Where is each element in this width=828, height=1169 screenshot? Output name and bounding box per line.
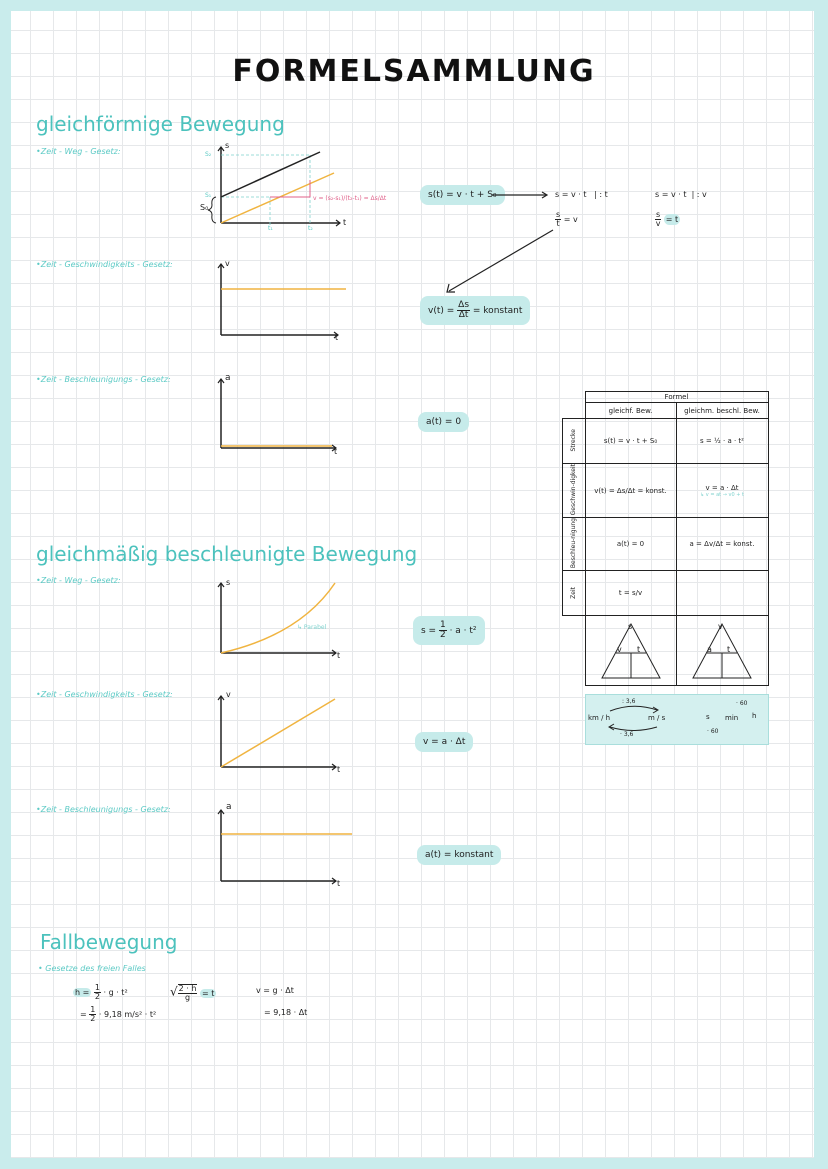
formula-t-fall: √ $\frac{2 \cdot h}{g}$ = t bbox=[170, 984, 215, 1002]
rearrange-eq-2: s = v · t | : v bbox=[655, 190, 707, 199]
law-time-distance: •Zeit - Weg - Gesetz: bbox=[36, 576, 121, 585]
axis-label-v: v bbox=[226, 690, 231, 699]
axis-label-a: a bbox=[225, 373, 231, 383]
tri1-top: s bbox=[628, 622, 633, 631]
tri2-top: v bbox=[718, 622, 723, 631]
unit-ms: m / s bbox=[648, 714, 666, 722]
formula-h-numeric: = $\frac{1}{2}$ · 9,18 m/s² · t² bbox=[80, 1005, 157, 1023]
tri2-left: a bbox=[707, 645, 712, 654]
law-time-acceleration: •Zeit - Beschleunigungs - Gesetz: bbox=[36, 805, 171, 814]
label-mul-60-top: · 60 bbox=[736, 700, 748, 707]
formula-v-fall-numeric: = 9,18 · Δt bbox=[264, 1008, 308, 1017]
arrow-diagonal bbox=[445, 229, 555, 294]
axis-label-a: a bbox=[226, 802, 232, 812]
label-s2: S₂ bbox=[205, 151, 212, 158]
label-s1: S₁ bbox=[205, 192, 212, 199]
heading-fall-motion: Fallbewegung bbox=[40, 930, 178, 954]
rearrange-result-1: $\frac{s}{t}$ = v bbox=[556, 210, 578, 228]
label-mul-36: · 3,6 bbox=[620, 731, 634, 738]
formula-table bbox=[562, 391, 769, 686]
rearrange-result-2: $\frac{s}{v}$ = t bbox=[655, 210, 679, 228]
law-time-distance: •Zeit - Weg - Gesetz: bbox=[36, 147, 121, 156]
tri1-right: t bbox=[637, 645, 641, 654]
label-t2: t₂ bbox=[308, 225, 313, 232]
table-header: Formel bbox=[585, 392, 768, 403]
formula-s-accel: s = $\frac{1}{2}$ · a · t² bbox=[413, 616, 485, 645]
tri1-left: v bbox=[617, 645, 622, 654]
formula-s-t: s(t) = v · t + S₀ bbox=[420, 185, 505, 205]
formula-v-fall: v = g · Δt bbox=[256, 986, 294, 995]
axis-label-t: t bbox=[337, 879, 341, 888]
graph-accel-s-t bbox=[200, 580, 360, 665]
parabel-annotation: ↳ Parabel bbox=[297, 624, 327, 631]
graph-accel-a-t bbox=[200, 806, 360, 891]
formula-v-t: v(t) = $\frac{\Delta s}{\Delta t}$ = konstant bbox=[420, 296, 530, 325]
table-row: Zeit t = s/v bbox=[563, 571, 769, 616]
graph-accel-v-t bbox=[200, 692, 360, 777]
unit-kmh: km / h bbox=[588, 714, 611, 722]
table-row: Beschleu-nigung a(t) = 0 a = Δv/Δt = konst. bbox=[563, 518, 769, 571]
law-time-velocity: •Zeit - Geschwindigkeits - Gesetz: bbox=[36, 260, 173, 269]
heading-uniform-motion: gleichförmige Bewegung bbox=[36, 112, 285, 136]
formula-a-accel: a(t) = konstant bbox=[417, 845, 501, 865]
axis-label-t: t bbox=[334, 447, 338, 456]
table-row: Geschwin-digkeit v(t) = Δs/Δt = konst. v = a · Δt ↳ v = at → v0 + t bbox=[563, 464, 769, 518]
unit-h: h bbox=[752, 712, 757, 720]
law-time-acceleration: •Zeit - Beschleunigungs - Gesetz: bbox=[36, 375, 171, 384]
page-title: FORMELSAMMLUNG bbox=[232, 54, 596, 89]
table-col-accel: gleichm. beschl. Bew. bbox=[676, 403, 768, 419]
label-mul-60-bottom: · 60 bbox=[707, 728, 719, 735]
table-row: Strecke s(t) = v · t + S₀ s = ½ · a · t² bbox=[563, 419, 769, 464]
label-div-36: : 3,6 bbox=[622, 698, 636, 705]
axis-label-t: t bbox=[335, 333, 339, 342]
slope-formula: v = (s₂-s₁)/(t₂-t₁) = Δs/Δt bbox=[313, 195, 387, 202]
axis-label-t: t bbox=[343, 218, 347, 227]
axis-label-s: s bbox=[225, 141, 230, 150]
formula-a-t: a(t) = 0 bbox=[418, 412, 469, 432]
axis-label-t: t bbox=[337, 765, 341, 774]
label-t1: t₁ bbox=[268, 225, 273, 232]
unit-s: s bbox=[706, 713, 710, 721]
rearrange-eq-1: s = v · t | : t bbox=[555, 190, 608, 199]
free-fall-laws: • Gesetze des freien Falles bbox=[38, 964, 146, 973]
arrow-right bbox=[492, 190, 552, 200]
tri2-right: t bbox=[727, 645, 731, 654]
label-s0: S₀ bbox=[200, 203, 209, 212]
unit-min: min bbox=[725, 714, 739, 722]
formula-v-accel: v = a · Δt bbox=[415, 732, 473, 752]
axis-label-t: t bbox=[337, 651, 341, 660]
law-time-velocity: •Zeit - Geschwindigkeits - Gesetz: bbox=[36, 690, 173, 699]
graph-uniform-s-t bbox=[200, 145, 380, 235]
heading-accelerated-motion: gleichmäßig beschleunigte Bewegung bbox=[36, 542, 418, 566]
table-col-uniform: gleichf. Bew. bbox=[585, 403, 676, 419]
formula-h: h = $\frac{1}{2}$ · g · t² bbox=[75, 983, 128, 1001]
axis-label-v: v bbox=[225, 259, 230, 268]
conversion-arrows bbox=[605, 700, 665, 740]
axis-label-s: s bbox=[226, 578, 231, 587]
